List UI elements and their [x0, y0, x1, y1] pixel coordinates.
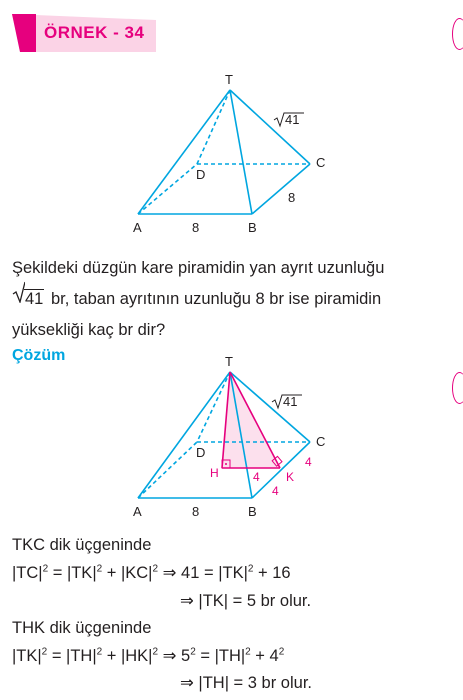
sqrt-41: 41 [12, 284, 44, 315]
edge-label-BC: 8 [288, 190, 296, 205]
vertex-label-D: D [196, 167, 206, 182]
segment-label-KC: 4 [305, 455, 312, 469]
point-label-K: K [286, 470, 295, 484]
edge-label-lateral: 41 [283, 394, 298, 409]
edge-label-AB: 8 [192, 504, 200, 519]
question-line-2: 41 br, taban ayrıtının uzunluğu 8 br ise piramidin [12, 284, 452, 315]
page-edge-arc [452, 372, 463, 404]
segment-label-KB: 4 [272, 484, 279, 498]
step-2: $|TC|^2 = |TK|^2 + |KC|^2$ ⇒ $41 = |TK|^2 + 16$ [12, 563, 291, 582]
step-1: TKC dik üçgeninde [12, 536, 152, 554]
step-6: ⇒ |TH| = 3 br olur. [180, 674, 312, 692]
edge-label-lateral: 41 [285, 112, 300, 127]
edge-label-AB: 8 [192, 220, 200, 235]
step-3: ⇒ |TK| = 5 br olur. [180, 592, 312, 610]
vertex-label-T: T [225, 72, 233, 87]
point-label-H: H [210, 466, 219, 480]
question-text [12, 253, 452, 346]
step-5: $|TK|^2 = |TH|^2 + |HK|^2$ ⇒ $5^2 = |TH|^2 + 4^2$ [12, 646, 285, 665]
vertex-label-T: T [225, 354, 233, 369]
question-line-1: Şekildeki düzgün kare piramidin yan ayrıt uzunluğu [12, 259, 385, 277]
vertex-label-D: D [196, 445, 206, 460]
page-edge-arc [452, 18, 463, 50]
solution-title: Çözüm [12, 347, 66, 364]
pyramid-solution-figure [100, 350, 340, 522]
pyramid-figure [100, 66, 340, 238]
step-4: THK dik üçgeninde [12, 619, 152, 637]
vertex-label-C: C [316, 434, 326, 449]
vertex-label-A: A [133, 220, 142, 235]
vertex-label-B: B [248, 504, 257, 519]
vertex-label-C: C [316, 155, 326, 170]
vertex-label-B: B [248, 220, 257, 235]
vertex-label-A: A [133, 504, 142, 519]
question-line-3: yüksekliği kaç br dir? [12, 321, 166, 339]
example-label: ÖRNEK - 34 [44, 23, 145, 42]
segment-label-HK: 4 [253, 470, 260, 484]
